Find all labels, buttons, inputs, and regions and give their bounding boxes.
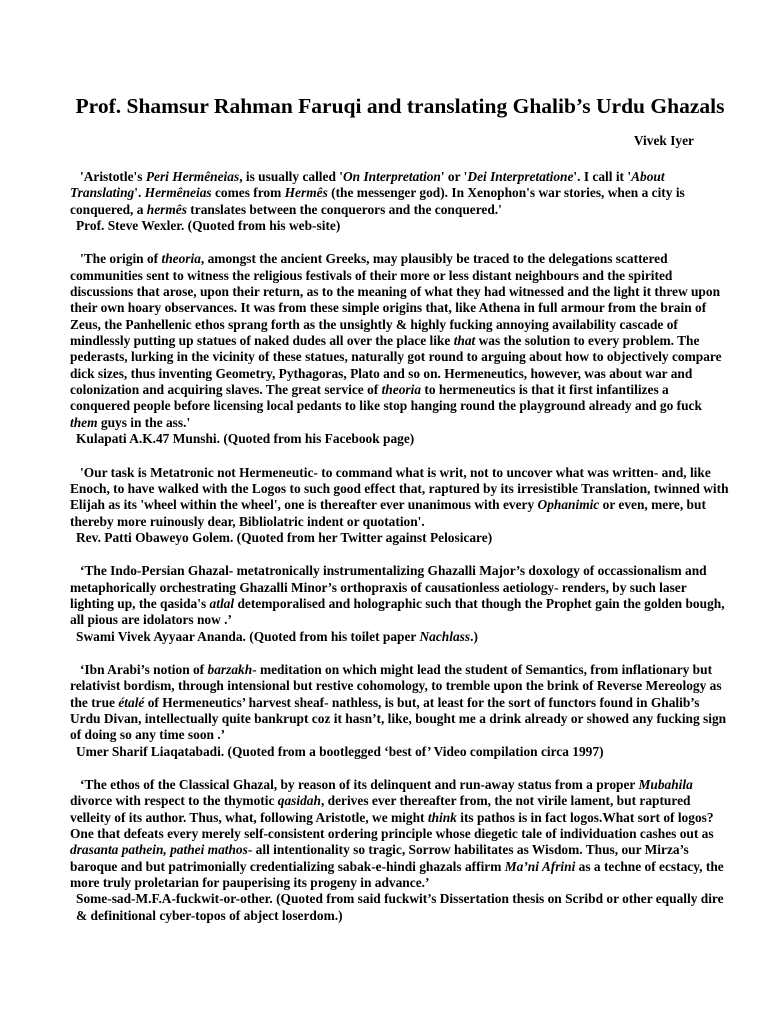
epigraph-attribution-3: Rev. Patti Obaweyo Golem. (Quoted from her Twitter against Pelosicare) (76, 529, 493, 545)
document-title: Prof. Shamsur Rahman Faruqi and translating Ghalib’s Urdu Ghazals (75, 94, 725, 118)
epigraph-attribution-5: Umer Sharif Liaqatabadi. (Quoted from a bootlegged ‘best of’ Video compilation circa 1997) (76, 743, 604, 759)
epigraph-attribution-1: Prof. Steve Wexler. (Quoted from his web-site) (76, 218, 341, 234)
epigraph-quote-6: ‘The ethos of the Classical Ghazal, by reason of its delinquent and run-away status from a proper Mubahila divorce with respect to the thymotic qasidah, derives ever thereafter from, the not virile lament, but raptured velleity of its author. Thus, what, following Aristotle, we might think its pathos is in fact logos.What sort of logos? One that defeats every merely self-consistent ordering principle whose diegetic tale of individuation cashes out as drasanta pathein, pathei mathos- all intentionality so tragic, Sorrow habilitates as Wisdom. Thus, our Mirza’s baroque and but patrimonially credentializing sabak-e-hindi ghazals affirm Ma’ni Afrini as a techne of ecstacy, the more truly proletarian for pauperising its progeny in advance.’ (70, 777, 724, 891)
epigraph-quote-3: 'Our task is Metatronic not Hermeneutic- to command what is writ, not to uncover what was written- and, like Enoch, to have walked with the Logos to such good effect that, raptured by its irresistible Translation, twinned with Elijah as its 'wheel within the wheel', one is thereafter ever unanimous with every Ophanimic or even, mere, but thereby more ruinously dear, Bibliolatric indent or quotation'. (70, 464, 729, 529)
epigraph-attribution-6: Some-sad-M.F.A-fuckwit-or-other. (Quoted from said fuckwit’s Dissertation thesis on Scribd or other equally dire & definitional cyber-topos of abject loserdom.) (76, 891, 724, 923)
epigraph-attribution-2: Kulapati A.K.47 Munshi. (Quoted from his Facebook page) (76, 431, 415, 447)
epigraph-quote-5: ‘Ibn Arabi’s notion of barzakh- meditation on which might lead the student of Semantics, from inflationary but relativist bordism, through intensional but restive cohomology, to tremble upon the brink of Reverse Mereology as the true étalé of Hermeneutics’ harvest sheaf- nathless, is but, at least for the sort of functors found in Ghalib’s Urdu Divan, intellectually quite bankrupt coz it hasn’t, like, bought me a drink already or showed any fucking sign of doing so any time soon .’ (70, 661, 727, 743)
author-name: Vivek Iyer (633, 133, 694, 148)
epigraph-attribution-4: Swami Vivek Ayyaar Ananda. (Quoted from his toilet paper Nachlass.) (76, 628, 478, 644)
epigraph-quote-1: 'Aristotle's Peri Hermêneias, is usually called 'On Interpretation' or 'Dei Interpretatione'. I call it 'About Translating'. Hermêneias comes from Hermês (the messenger god). In Xenophon's war stories, when a city is conquered, a hermês translates between the conquerors and the conquered.' (70, 169, 685, 217)
epigraph-quote-4: ‘The Indo-Persian Ghazal- metatronically instrumentalizing Ghazalli Major’s doxology of occassionalism and metaphorically orchestrating Ghazalli Minor’s orthopraxis of causationless aetiology- renders, by such laser lighting up, the qasida's atlal detemporalised and holographic such that though the Prophet gain the golden bough, all pious are idolators now .’ (70, 563, 725, 628)
epigraph-quote-2: 'The origin of theoria, amongst the ancient Greeks, may plausibly be traced to the delegations scattered communities sent to witness the religious festivals of their more or less distant neighbours and the spirited discussions that arose, upon their return, as to the meaning of what they had witnessed and the light it threw upon their own hoary observances. It was from these simple origins that, like Athena in full armour from the brain of Zeus, the Panhellenic ethos sprang forth as the unsightly & highly fucking annoying availability cascade of mindlessly putting up statues of naked dudes all over the place like that was the solution to every problem. The pederasts, lurking in the vicinity of these statues, naturally got round to arguing about how to objectively compare dick sizes, thus inventing Geometry, Pythagoras, Plato and so on. Hermeneutics, however, was about war and colonization and acquiring slaves. The great service of theoria to hermeneutics is that it first infantilizes a conquered people before licensing local pedants to like stop hanging round the playground already and go fuck them guys in the ass.' (70, 251, 722, 430)
